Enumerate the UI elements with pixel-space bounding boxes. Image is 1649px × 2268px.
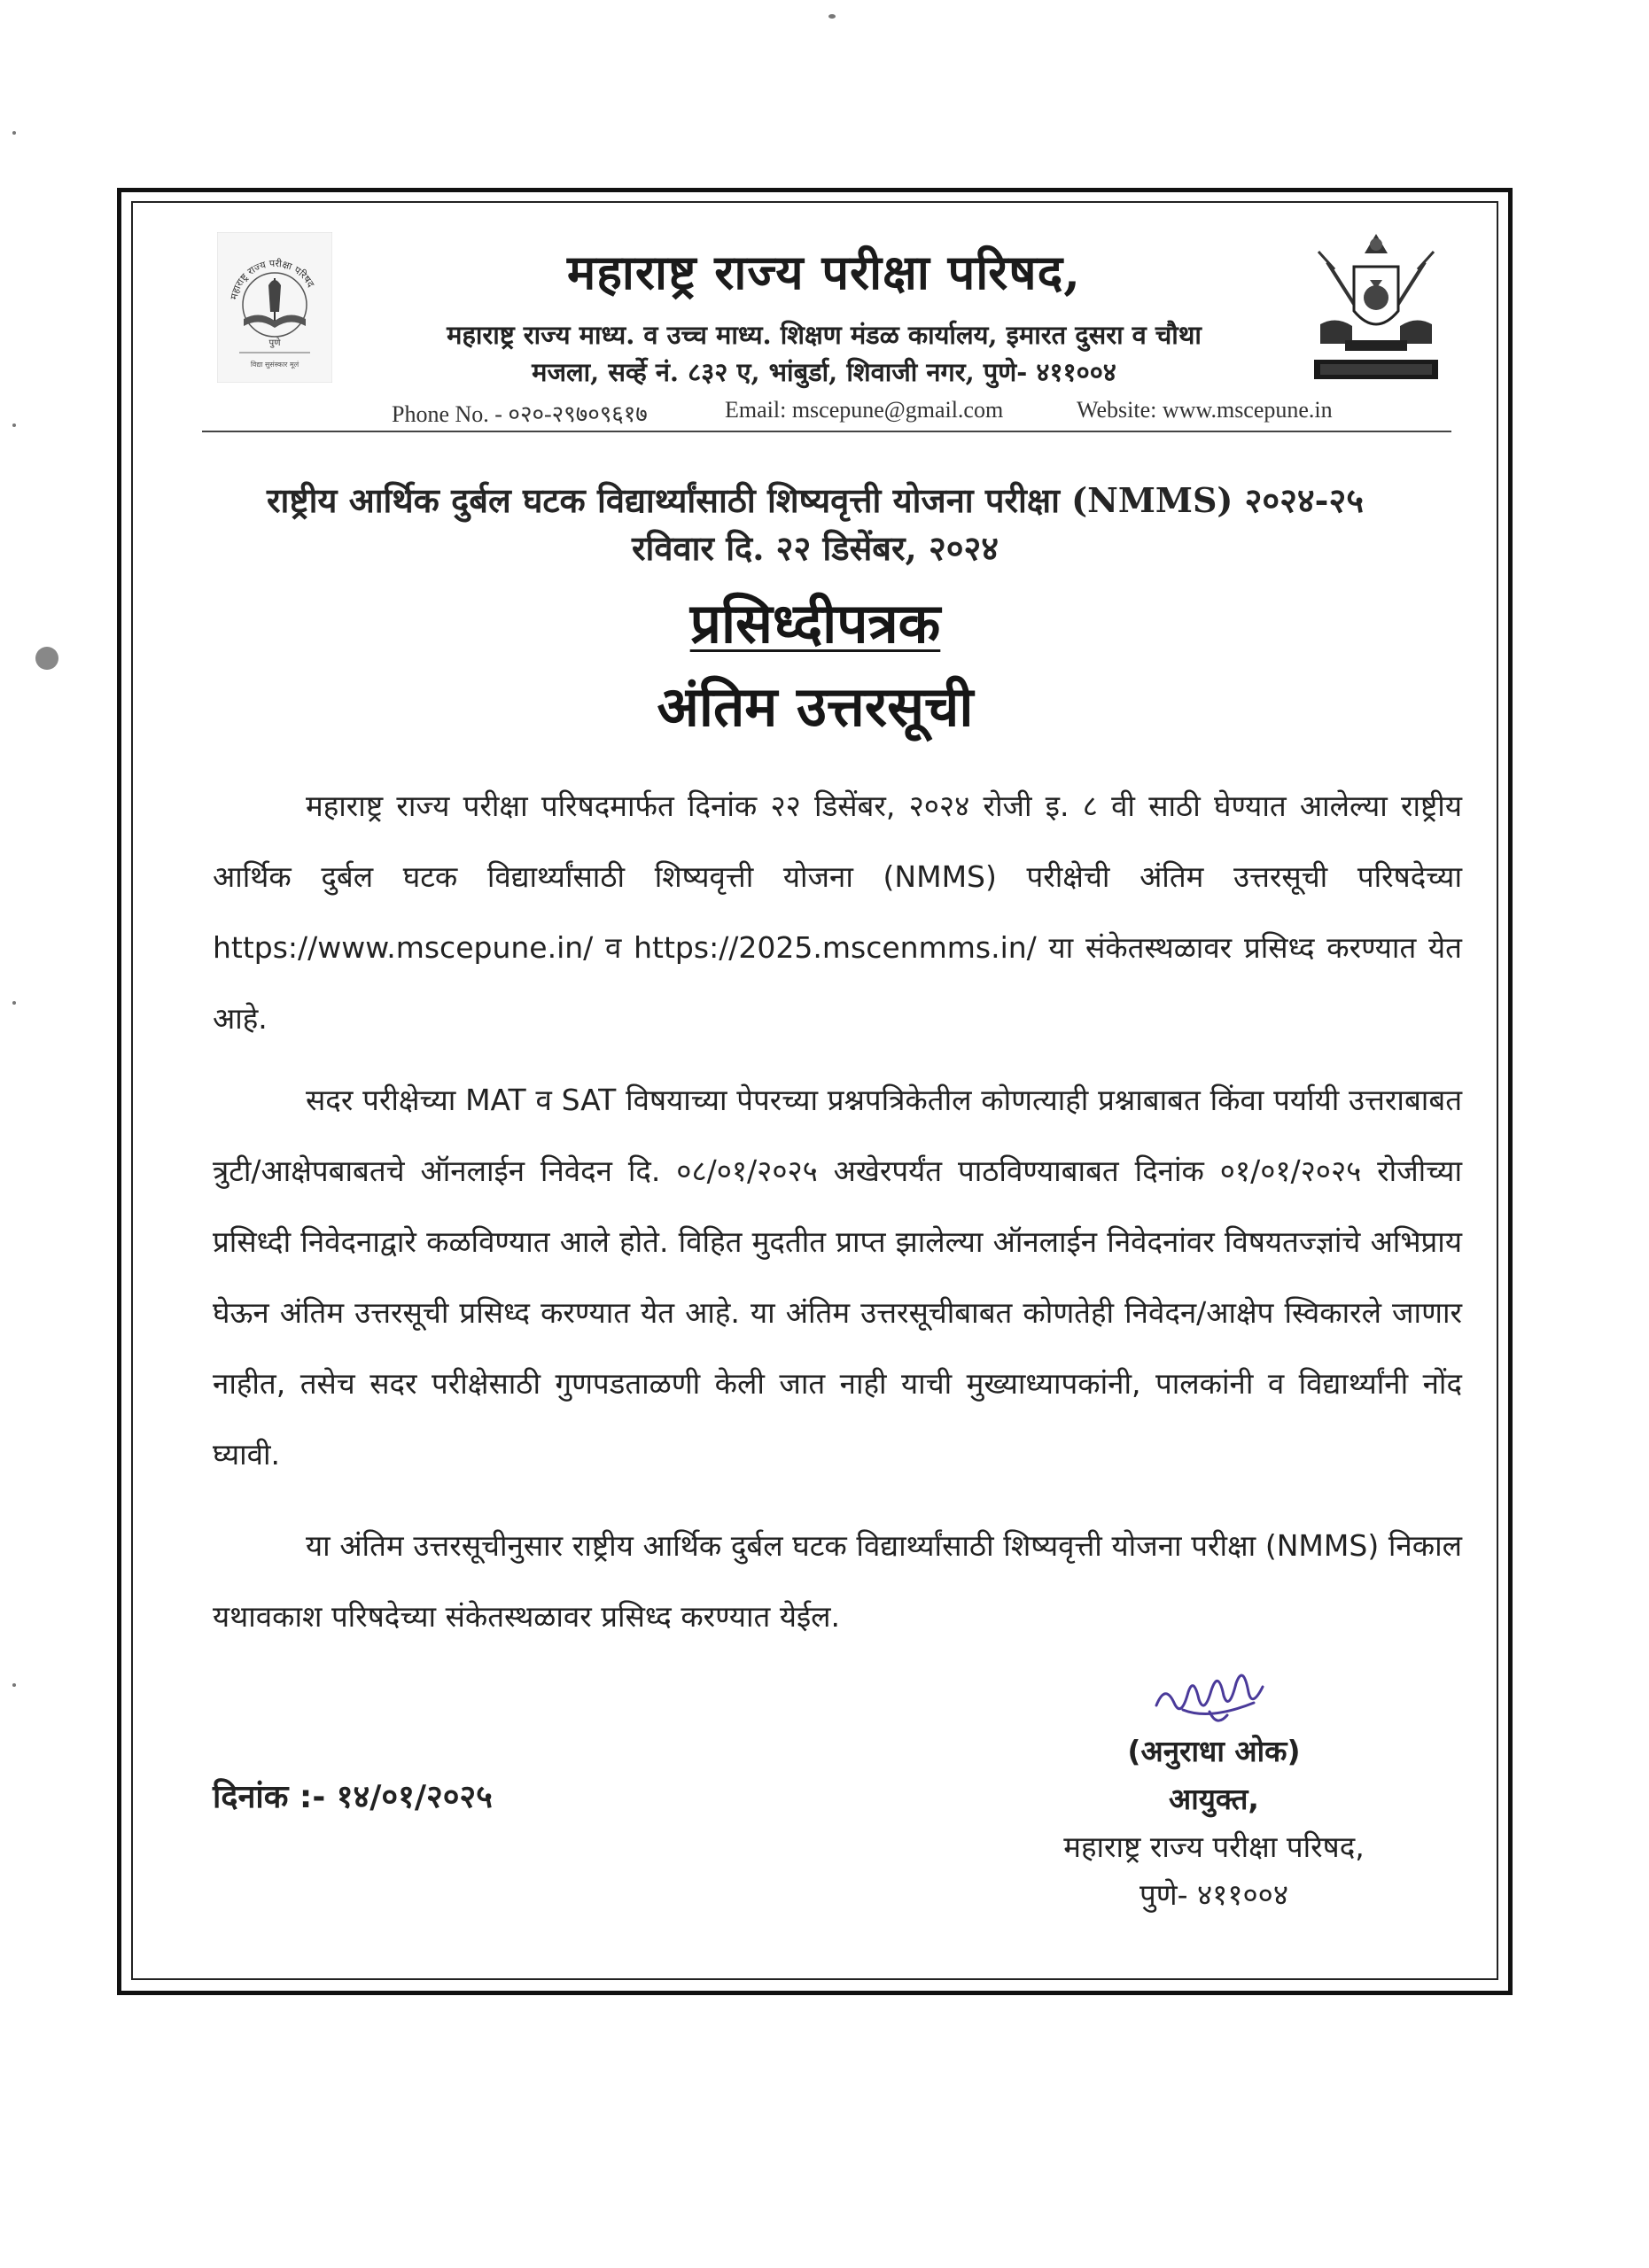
scan-speck (12, 1001, 16, 1005)
emblem-logo-right (1310, 227, 1443, 386)
signatory-name: (अनुराधा ओक) (1127, 1734, 1301, 1768)
logo-left-caption: विद्या सुसंस्कार मूलं (250, 361, 299, 369)
scan-speck (12, 131, 16, 135)
scan-speck (35, 647, 58, 670)
signatory-title: आयुक्त, (1169, 1782, 1259, 1816)
council-logo-left (217, 232, 332, 383)
contact-row (204, 397, 1462, 432)
issue-date: दिनांक :- १४/०१/२०२५ (213, 1779, 493, 1815)
exam-date: रविवार दि. २२ डिसेंबर, २०२४ (631, 528, 1000, 568)
paragraph-2-text: सदर परीक्षेच्या MAT व SAT विषयाच्या पेपरच्या प्रश्नपत्रिकेतील कोणत्याही प्रश्नाबाबत किंवा पर्यायी उत्तराबाबत त्रुटी/आक्षेपबाबतचे ऑनलाईन निवेदन दि. ०८/०१/२०२५ अखेरपर्यंत पाठविण्याबाबत दिनांक ०१/०१/२०२५ रोजीच्या प्रसिध्दी निवेदनाद्वारे कळविण्यात आले होते. विहित मुदतीत प्राप्त झालेल्या ऑनलाईन निवेदनांवर विषयतज्ज्ञांचे अभिप्राय घेऊन अंतिम उत्तरसूची प्रसिध्द करण्यात येत आहे. या अंतिम उत्तरसूचीबाबत कोणतेही निवेदन/आक्षेप स्विकारले जाणार नाहीत, तसेच सदर परीक्षेसाठी गुणपडताळणी केली जात नाही याची मुख्याध्यापकांनी, पालकांनी व विद्यार्थ्यांनी नोंद घ्यावी. (213, 1083, 1462, 1472)
notice-subtitle: अंतिम उत्तरसूची (657, 674, 974, 739)
scan-speck (828, 14, 836, 19)
email-address: Email: mscepune@gmail.com (725, 397, 1004, 423)
address-line-1: महाराष्ट्र राज्य माध्य. व उच्च माध्य. शिक्षण मंडळ कार्यालय, इमारत दुसरा व चौथा (447, 320, 1202, 350)
phone-number: Phone No. - ०२०-२९७०९६१७ (392, 401, 648, 427)
exam-title: राष्ट्रीय आर्थिक दुर्बल घटक विद्यार्थ्यांसाठी शिष्यवृत्ती योजना परीक्षा (NMMS) २०२४-२५ (267, 480, 1364, 520)
signatory-org: महाराष्ट्र राज्य परीक्षा परिषद, (1063, 1829, 1365, 1864)
scan-speck (12, 1683, 16, 1687)
logo-left-arc-text: महाराष्ट्र राज्य परीक्षा परिषद (228, 257, 317, 301)
address-line-2: मजला, सर्व्हे नं. ८३२ ए, भांबुर्डा, शिवाजी नगर, पुणे- ४११००४ (532, 357, 1116, 387)
paragraph-3-text: या अंतिम उत्तरसूचीनुसार राष्ट्रीय आर्थिक दुर्बल घटक विद्यार्थ्यांसाठी शिष्यवृत्ती योजना परीक्षा (NMMS) निकाल यथावकाश परिषदेच्या संकेतस्थळावर प्रसिध्द करण्यात येईल. (213, 1528, 1462, 1634)
paragraph-3 (213, 1511, 1462, 1652)
website-address: Website: www.mscepune.in (1077, 397, 1333, 423)
handwritten-signature (1147, 1657, 1280, 1728)
header-divider (202, 431, 1451, 432)
paragraph-2 (213, 1065, 1462, 1490)
scan-speck (12, 423, 16, 427)
logo-left-city: पुणे (268, 338, 281, 348)
council-name: महाराष्ट्र राज्य परीक्षा परिषद, (566, 244, 1082, 300)
signatory-city: पुणे- ४११००४ (1140, 1877, 1288, 1912)
paragraph-1 (213, 771, 1462, 1054)
signatory-block (1019, 1728, 1409, 1919)
notice-title (142, 585, 1489, 659)
paragraph-1-text: महाराष्ट्र राज्य परीक्षा परिषदमार्फत दिनांक २२ डिसेंबर, २०२४ रोजी इ. ८ वी साठी घेण्यात आलेल्या राष्ट्रीय आर्थिक दुर्बल घटक विद्यार्थ्यांसाठी शिष्यवृत्ती योजना (NMMS) परीक्षेची अंतिम उत्तरसूची परिषदेच्या https://www.mscepune.in/ व https://2025.mscenmms.in/ या संकेतस्थळावर प्रसिध्द करण्यात येत आहे. (213, 788, 1462, 1036)
notice-title-text: प्रसिध्दीपत्रक (689, 591, 941, 656)
